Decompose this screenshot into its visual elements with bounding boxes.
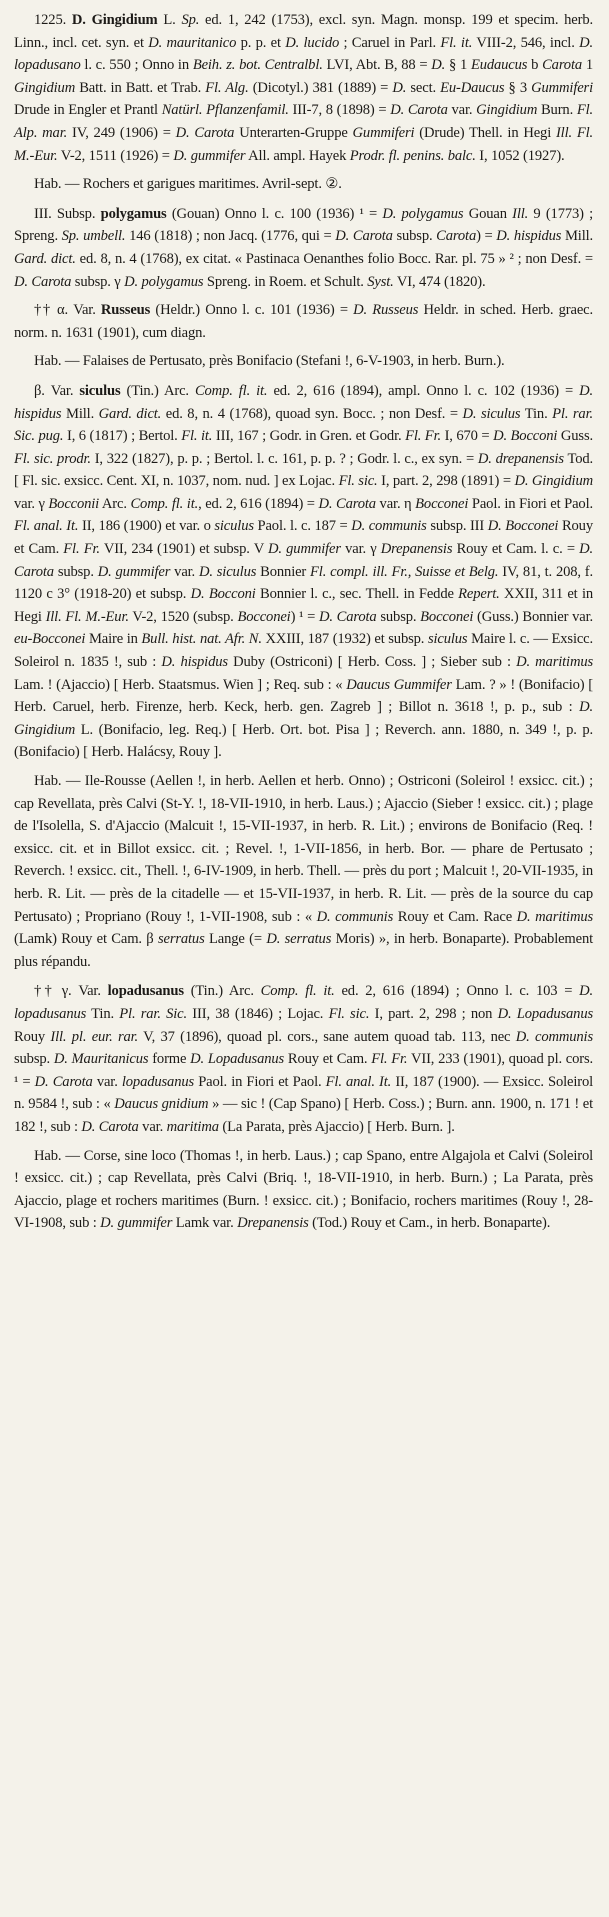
- italic-text: D. hispidus: [161, 654, 228, 671]
- italic-text: Fl. sic.: [328, 1005, 370, 1022]
- italic-text: Fl. it.: [181, 428, 213, 445]
- italic-text: D. Lopadusanus: [190, 1051, 285, 1068]
- taxon-name: D. Gingidium: [71, 12, 158, 28]
- italic-text: Sp.: [181, 12, 200, 28]
- italic-text: D. gummifer: [268, 541, 341, 558]
- italic-text: D. siculus: [462, 405, 521, 422]
- text-run: p. p. et: [236, 34, 286, 51]
- text-run: subsp. γ: [71, 273, 125, 290]
- italic-text: D. Bocconi: [190, 586, 256, 603]
- paragraph-p6: [14, 380, 593, 764]
- italic-text: D. Mauritanicus: [53, 1051, 149, 1068]
- italic-text: Fl. Alg.: [205, 79, 249, 96]
- text-run: (Drude) Thell. in Hegi: [414, 124, 556, 141]
- text-run: subsp. III: [426, 518, 488, 535]
- text-run: I, 670 =: [441, 428, 494, 445]
- italic-text: D. Bocconei: [487, 518, 559, 535]
- italic-text: D. maritimus: [516, 908, 594, 925]
- italic-text: Fl. sic.: [338, 473, 378, 490]
- text-run: I, part. 2, 298 ; non: [369, 1005, 498, 1022]
- text-run: Gouan: [463, 205, 513, 222]
- italic-text: D.: [392, 79, 407, 96]
- text-run: Drude in Engler et Prantl: [14, 102, 162, 119]
- text-run: Maire in: [85, 631, 142, 648]
- text-run: Rouy et Cam.: [14, 518, 593, 558]
- text-run: LVI, Abt. B, 88 =: [322, 57, 432, 74]
- italic-text: Fl. it.: [440, 34, 473, 51]
- text-run: Batt. in Batt. et Trab.: [75, 79, 206, 96]
- italic-text: D. lopadusanus: [14, 983, 593, 1022]
- italic-text: D. hispidus: [496, 228, 562, 245]
- text-run: 146 (1818) ; non Jacq. (1776, qui =: [125, 228, 336, 245]
- italic-text: Syst.: [367, 273, 394, 290]
- text-run: V-2, 1520 (subsp.: [128, 608, 238, 625]
- text-run: ) ¹ =: [290, 608, 319, 625]
- text-run: Spreng. in Roem. et Schult.: [203, 273, 368, 290]
- italic-text: Drepanensis: [237, 1215, 309, 1232]
- text-run: var. γ: [340, 541, 381, 558]
- italic-text: Eu-Daucus: [440, 79, 505, 96]
- text-run: ed. 8, n. 4 (1768), ex citat. « Pastinaca Oenanthes folio Bocc. Rar. pl. 75 » ² ; non Desf. =: [75, 250, 593, 267]
- text-run: Paol. in Fiori et Paol.: [468, 495, 593, 512]
- text-run: ed. 1, 242 (1753), excl. syn. Magn. monsp. 199 et specim. herb. Linn., incl. cet. syn. et: [14, 12, 593, 51]
- text-run: Bonnier: [256, 563, 311, 580]
- text-run: Lam. ! (Ajaccio) [ Herb. Staatsmus. Wien ] ; Req. sub : «: [14, 676, 347, 693]
- text-run: l. c. 550 ; Onno in: [80, 57, 193, 74]
- text-run: , ed. 2, 616 (1894) =: [198, 495, 319, 512]
- text-run: b: [527, 57, 543, 74]
- italic-text: Fl. Fr.: [405, 428, 441, 445]
- italic-text: D. mauritanico: [148, 34, 237, 51]
- text-run: Lamk var.: [172, 1215, 238, 1232]
- text-run: var. γ: [14, 495, 49, 512]
- italic-text: Pl. rar. Sic. pug.: [14, 405, 593, 445]
- italic-text: Ill.: [512, 205, 529, 222]
- text-run: Tin.: [86, 1005, 120, 1022]
- italic-text: Daucus Gummifer: [346, 676, 452, 693]
- text-run: Rouy et Cam.: [284, 1051, 372, 1068]
- text-run: IV, 81, t. 208, f. 1120 c 3° (1918-20) et subsp.: [14, 563, 593, 603]
- italic-text: serratus: [157, 931, 205, 948]
- text-run: ed. 2, 616 (1894) ; Onno l. c. 103 =: [334, 983, 580, 1000]
- text-run: Rouy: [14, 1028, 51, 1045]
- italic-text: D. communis: [316, 908, 394, 925]
- italic-text: Fl. anal. It.: [325, 1073, 392, 1090]
- italic-text: D. Lopadusanus: [497, 1005, 594, 1022]
- text-run: Mill.: [61, 405, 99, 422]
- text-run: β. Var.: [34, 382, 80, 399]
- text-run: †† γ. Var.: [34, 983, 108, 1000]
- italic-text: D. Gingidium: [514, 473, 593, 490]
- text-run: (Gouan) Onno l. c. 100 (1936) ¹ =: [166, 205, 383, 222]
- text-run: VII, 233 (1901), quoad pl. cors. ¹ =: [14, 1051, 594, 1090]
- italic-text: D.: [431, 57, 446, 74]
- text-run: ed. 8, n. 4 (1768), quoad syn. Bocc. ; non Desf. =: [161, 405, 463, 422]
- text-run: (Tin.) Arc.: [183, 983, 261, 1000]
- text-run: 1: [582, 57, 593, 74]
- italic-text: Drepanensis: [380, 541, 453, 558]
- italic-text: D. hispidus: [14, 382, 593, 422]
- italic-text: D. polygamus: [124, 273, 204, 290]
- text-run: (Dicotyl.) 381 (1889) =: [248, 79, 393, 96]
- text-run: sect.: [406, 79, 441, 96]
- italic-text: D. maritimus: [516, 654, 594, 671]
- text-run: var.: [447, 102, 477, 119]
- text-run: (Guss.) Bonnier var.: [473, 608, 593, 625]
- text-run: ; Caruel in Parl.: [339, 34, 441, 51]
- italic-text: D. Carota: [14, 273, 72, 290]
- italic-text: Bocconii: [48, 495, 100, 512]
- text-run: subsp.: [392, 228, 437, 245]
- text-run: Rouy et Cam. Race: [393, 908, 517, 925]
- text-run: Paol. in Fiori et Paol.: [194, 1073, 326, 1090]
- text-run: Paol. l. c. 187 =: [253, 518, 352, 535]
- text-run: III, 167 ; Godr. in Gren. et Godr.: [212, 428, 406, 445]
- italic-text: Fl. compl. ill. Fr., Suisse et Belg.: [310, 563, 499, 580]
- italic-text: D. Carota: [390, 102, 448, 119]
- italic-text: Repert.: [458, 586, 500, 603]
- italic-text: Prodr. fl. penins. balc.: [349, 147, 476, 164]
- italic-text: D. siculus: [198, 563, 257, 580]
- taxon-name: Russeus: [100, 302, 151, 319]
- italic-text: Comp. fl. it.: [194, 382, 268, 399]
- text-run: Maire l. c. — Exsicc. Soleirol n. 1835 !, sub :: [14, 631, 594, 671]
- italic-text: Bocconei: [415, 495, 469, 512]
- text-run: III. Subsp.: [34, 205, 101, 222]
- italic-text: D. Carota: [14, 541, 594, 580]
- italic-text: D. communis: [351, 518, 427, 535]
- text-run: II, 186 (1900) et var. ο: [78, 518, 215, 535]
- text-run: Hab. — Corse, sine loco (Thomas !, in herb. Laus.) ; cap Spano, entre Algajola et Calvi (Soleirol ! exsicc. cit.) ; cap Revellata, près Calvi (Briq. !, 18-VII-1910, in herb. Burn.) ; La Parata, près Ajaccio, plage et rochers maritimes (Burn. ! exsicc. cit.) ; Bonifacio, rochers maritimes (Rouy !, 28-VI-1908, sub :: [14, 1147, 593, 1232]
- text-run: Heldr. in sched. Herb. graec. norm. n. 1631 (1901), cum diagn.: [14, 302, 593, 341]
- italic-text: Ill. pl. eur. rar.: [50, 1028, 139, 1045]
- text-run: III-7, 8 (1898) =: [288, 102, 391, 119]
- italic-text: D. lucido: [285, 34, 340, 51]
- italic-text: D. Bocconi: [493, 428, 558, 445]
- text-run: II, 187 (1900). — Exsicc. Soleirol n. 9584 !, sub : «: [14, 1073, 593, 1113]
- text-run: Duby (Ostriconi) [ Herb. Coss. ] ; Sieber sub :: [227, 654, 517, 671]
- italic-text: siculus: [214, 518, 254, 535]
- italic-text: Bocconei: [237, 608, 291, 625]
- italic-text: Gummiferi: [352, 124, 415, 141]
- italic-text: Natürl. Pflanzenfamil.: [161, 102, 289, 119]
- text-run: VII, 234 (1901) et subsp. V: [99, 541, 269, 558]
- text-run: § 3: [504, 79, 532, 96]
- text-run: 1225.: [34, 12, 72, 28]
- text-run: subsp.: [14, 1051, 54, 1068]
- text-run: Hab. — Ile-Rousse (Aellen !, in herb. Aellen et herb. Onno) ; Ostriconi (Soleirol ! exsicc. cit.) ; cap Revellata, près Calvi (St-Y. !, 18-VII-1910, in herb. Laus.) ; Ajaccio (Sieber ! exsicc. cit.) ; plage de l'Isolella, S. d'Ajaccio (Malcuit !, 15-VII-1937, in herb. R. Lit.) ; environs de Bonifacio (Req. ! exsicc. cit. et in Billot exsicc. cit. ; Revel. !, 1-VII-1856, in herb. Bor. — phare de Pertusato ; Reverch. ! exsicc. cit., Thell. !, 6-IV-1909, in herb. Thell. — près du port ; Malcuit !, 20-VII-1935, in herb. R. Lit. — près de la citadelle — et 15-VII-1937, in herb. R. Lit. — près de la source du cap Pertusato) ; Propriano (Rouy !, 1-VII-1908, sub : «: [14, 773, 593, 925]
- italic-text: D. polygamus: [382, 205, 464, 222]
- text-run: XXII, 311 et in Hegi: [14, 586, 593, 625]
- italic-text: Sp. umbell.: [61, 228, 126, 245]
- text-run: Hab. — Rochers et garigues maritimes. Avril-sept. ②.: [34, 176, 342, 193]
- text-run: L.: [157, 12, 182, 28]
- taxon-name: polygamus: [100, 205, 167, 222]
- text-run: VI, 474 (1820).: [393, 273, 486, 290]
- italic-text: D. Carota: [34, 1073, 93, 1090]
- italic-text: Fl. Alp. mar.: [14, 102, 593, 141]
- italic-text: D. communis: [515, 1028, 593, 1045]
- text-run: Guss.: [557, 428, 593, 445]
- italic-text: D. drepanensis: [477, 450, 564, 467]
- text-run: forme: [148, 1051, 191, 1068]
- paragraph-p7: [14, 770, 593, 973]
- text-run: (Tod.) Rouy et Cam., in herb. Bonaparte).: [308, 1215, 551, 1232]
- italic-text: Beih. z. bot. Centralbl.: [192, 57, 323, 74]
- text-run: III, 38 (1846) ; Lojac.: [187, 1005, 329, 1022]
- italic-text: Comp. fl. it.: [130, 495, 199, 512]
- italic-text: D. Carota: [318, 608, 377, 625]
- text-run: § 1: [445, 57, 471, 74]
- italic-text: eu-Bocconei: [14, 631, 86, 648]
- italic-text: D. gummifer: [97, 563, 171, 580]
- text-run: Arc.: [99, 495, 131, 512]
- italic-text: Fl. sic. prodr.: [14, 450, 91, 467]
- paragraph-p1: [14, 9, 593, 167]
- italic-text: D. Carota: [335, 228, 393, 245]
- italic-text: Ill. Fl. M.-Eur.: [14, 124, 593, 164]
- text-run: IV, 249 (1906) =: [67, 124, 176, 141]
- text-run: Unterarten-Gruppe: [234, 124, 353, 141]
- text-run: L. (Bonifacio, leg. Req.) [ Herb. Ort. bot. Pisa ] ; Reverch. ann. 1880, n. 349 !, p. p. (Bonifacio) [ Herb. Halácsy, Rouy ].: [14, 721, 593, 761]
- text-run: V-2, 1511 (1926) =: [57, 147, 174, 164]
- italic-text: D. lopadusano: [14, 34, 593, 74]
- italic-text: Fl. anal. It.: [14, 518, 79, 535]
- text-run: var.: [138, 1118, 167, 1135]
- text-run: (Tin.) Arc.: [120, 382, 195, 399]
- text-run: I, part. 2, 298 (1891) =: [377, 473, 515, 490]
- text-run: I, 322 (1827), p. p. ; Bertol. l. c. 161, p. p. ? ; Godr. l. c., ex syn. =: [90, 450, 478, 467]
- italic-text: Gard. dict.: [14, 250, 76, 267]
- taxon-name: lopadusanus: [107, 983, 184, 1000]
- text-run: (Heldr.) Onno l. c. 101 (1936) =: [150, 302, 354, 319]
- text-run: 9 (1773) ; Spreng.: [14, 205, 594, 245]
- text-run: Tod. [ Fl. sic. exsicc. Cent. XI, n. 1037, nom. nud. ] ex Lojac.: [14, 450, 593, 490]
- text-run: †† α. Var.: [34, 302, 101, 319]
- text-run: VIII-2, 546, incl.: [472, 34, 580, 51]
- text-run: var.: [170, 563, 199, 580]
- italic-text: D. gummifer: [173, 147, 246, 164]
- text-run: Rouy et Cam. l. c. =: [452, 541, 580, 558]
- italic-text: Gingidium: [476, 102, 538, 119]
- text-run: V, 37 (1896), quoad pl. cors., sane autem quoad tab. 113, nec: [138, 1028, 516, 1045]
- italic-text: D. Gingidium: [14, 699, 593, 738]
- italic-text: D. Carota: [175, 124, 235, 141]
- paragraph-p8: [14, 980, 593, 1138]
- text-run: (La Parata, près Ajaccio) [ Herb. Burn. ].: [218, 1118, 455, 1135]
- text-run: var.: [92, 1073, 122, 1090]
- italic-text: Carota: [436, 228, 477, 245]
- italic-text: D. gummifer: [100, 1215, 173, 1232]
- text-run: Mill.: [561, 228, 594, 245]
- text-run: subsp.: [376, 608, 421, 625]
- text-run: ) =: [476, 228, 497, 245]
- text-run: ed. 2, 616 (1894), ampl. Onno l. c. 102 (1936) =: [267, 382, 580, 399]
- paragraph-p3: [14, 203, 593, 293]
- text-run: subsp.: [53, 563, 98, 580]
- italic-text: Bocconei: [420, 608, 474, 625]
- italic-text: lopadusanus: [121, 1073, 195, 1090]
- italic-text: D. Russeus: [353, 302, 419, 319]
- text-run: (Lamk) Rouy et Cam. β: [14, 931, 158, 948]
- italic-text: Ill. Fl. M.-Eur.: [45, 608, 129, 625]
- paragraph-p5: [14, 350, 593, 373]
- italic-text: Daucus gnidium: [114, 1096, 209, 1113]
- text-run: Moris) », in herb. Bonaparte). Probablement plus répandu.: [14, 931, 594, 970]
- taxon-name: siculus: [79, 382, 121, 399]
- italic-text: Comp. fl. it.: [260, 983, 335, 1000]
- text-run: Bonnier l. c., sec. Thell. in Fedde: [255, 586, 459, 603]
- paragraph-p9: [14, 1145, 593, 1235]
- paragraph-p4: [14, 299, 593, 344]
- text-run: XXIII, 187 (1932) et subsp.: [261, 631, 428, 648]
- italic-text: Gingidium: [14, 79, 76, 96]
- italic-text: Gummiferi: [531, 79, 593, 96]
- italic-text: Carota: [542, 57, 583, 74]
- text-run: I, 1052 (1927).: [475, 147, 565, 164]
- text-run: Lam. ? » ! (Bonifacio) [ Herb. Caruel, herb. Firenze, herb. Keck, herb. gen. Zagreb ] ; Billot n. 3618 !, p. p., sub :: [14, 676, 594, 716]
- italic-text: Bull. hist. nat. Afr. N.: [141, 631, 262, 648]
- text-run: Tin.: [520, 405, 553, 422]
- italic-text: Pl. rar. Sic.: [119, 1005, 188, 1022]
- italic-text: D. serratus: [266, 931, 332, 948]
- italic-text: maritima: [166, 1118, 219, 1135]
- text-run: I, 6 (1817) ; Bertol.: [63, 428, 182, 445]
- text-run: Hab. — Falaises de Pertusato, près Bonifacio (Stefani !, 6-V-1903, in herb. Burn.).: [34, 353, 505, 370]
- italic-text: Fl. Fr.: [63, 541, 100, 558]
- italic-text: Gard. dict.: [98, 405, 162, 422]
- italic-text: siculus: [427, 631, 468, 648]
- text-run: » — sic ! (Cap Spano) [ Herb. Coss.) ; Burn. ann. 1900, n. 171 ! et 182 !, sub :: [14, 1096, 593, 1135]
- text-run: Burn.: [537, 102, 577, 119]
- italic-text: D. Carota: [81, 1118, 139, 1135]
- text-run: var. η: [375, 495, 416, 512]
- italic-text: D. Carota: [318, 495, 376, 512]
- text-run: All. ampl. Hayek: [245, 147, 350, 164]
- paragraph-p2: [14, 173, 593, 196]
- text-run: Lange (=: [204, 931, 267, 948]
- italic-text: Eudaucus: [470, 57, 528, 74]
- italic-text: Fl. Fr.: [371, 1051, 408, 1068]
